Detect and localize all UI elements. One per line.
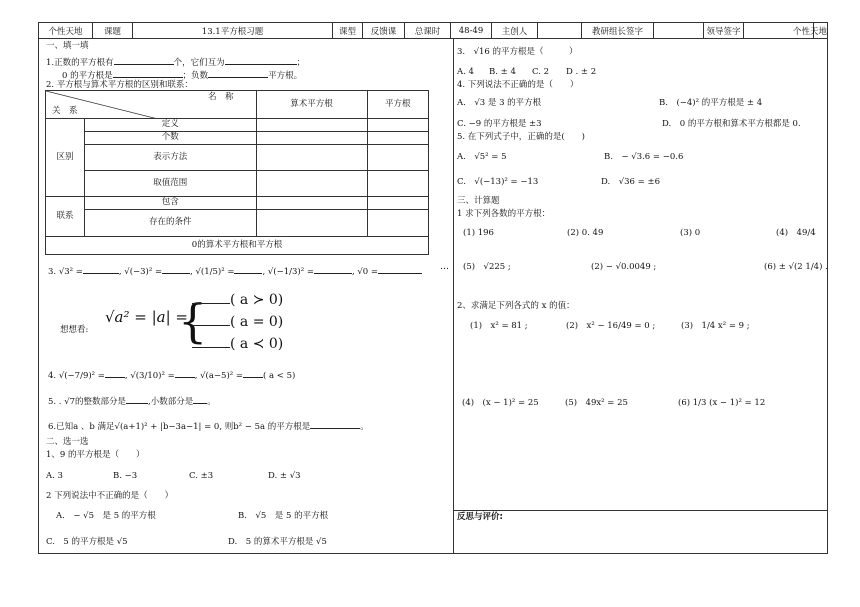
cell-count-arith[interactable] (256, 132, 367, 145)
header-cell-type: 反馈课 (363, 23, 405, 38)
header-cell-hours: 48-49 (451, 23, 492, 38)
q3-ellipsis: … (440, 262, 449, 272)
calc2-item-2: (2) x² − 16/49 = 0 ; (566, 321, 656, 331)
calc1-item-5: (5) √225 ; (463, 262, 511, 272)
header-cell-topic: 13.1平方根习题 (133, 23, 333, 38)
q6-blank[interactable] (310, 419, 360, 429)
think-blank-2[interactable] (192, 311, 230, 326)
col-header-square: 平方根 (367, 91, 428, 119)
r3-opt-c[interactable]: C. 2 (532, 67, 550, 77)
cell-def-arith[interactable] (256, 119, 367, 132)
r4-question: 4. 下列说法不正确的是（ ） (457, 80, 579, 90)
section-calc-title: 三、计算题 (457, 196, 500, 206)
q1-text-b: 个，它们互为 (173, 58, 225, 68)
r4-opt-a[interactable]: A. √3 是 3 的平方根 (457, 98, 542, 108)
row-count: 个数 (85, 132, 257, 145)
q3-num: 3. (48, 267, 57, 277)
q4-blank-3[interactable] (243, 368, 263, 378)
r5-opt-b[interactable]: B. − √3.6 = −0.6 (604, 152, 684, 162)
q3-blank-2[interactable] (162, 264, 190, 274)
row-include: 包含 (85, 197, 257, 210)
group-difference: 区别 (46, 119, 85, 197)
q4-item-1: √(−7/9)² = (58, 371, 105, 381)
calc2-item-5: (5) 49x² = 25 (565, 398, 628, 408)
q3-item-1: √3² = (58, 267, 83, 277)
r4-opt-d[interactable]: D. 0 的平方根和算术平方根都是 0. (662, 119, 801, 129)
q5-text-a: 5. . √7的整数部分是 (48, 397, 127, 407)
q1-text-f: 平方根。 (268, 71, 303, 81)
mc1-opt-d[interactable]: D. ± √3 (268, 471, 301, 481)
r5-opt-a[interactable]: A. √5² = 5 (457, 152, 507, 162)
section-fill-title: 一、填一填 (46, 41, 89, 51)
q3-blank-1[interactable] (83, 264, 119, 274)
q5-text-b: ,小数部分是 (148, 397, 194, 407)
q2-text: 2. 平方根与算术平方根的区别和联系： (46, 80, 193, 90)
table-footer: 0的算术平方根和平方根 (46, 237, 429, 255)
mc1-opt-b[interactable]: B. −3 (113, 471, 138, 481)
q4-row: 4. √(−7/9)² = , √(3/10)² = , √(a−5)² = ( a < 5) (48, 368, 295, 382)
think-cond-3: ( a ≺ 0) (230, 336, 284, 352)
r5-opt-d[interactable]: D. √36 = ±6 (601, 177, 661, 187)
r4-opt-b[interactable]: B. (−4)² 的平方根是 ± 4 (659, 98, 763, 108)
col-header-arith: 算术平方根 (256, 91, 367, 119)
q3-blank-3[interactable] (234, 264, 262, 274)
row-notation: 表示方法 (85, 145, 257, 171)
header-cell-hours-label: 总课时 (405, 23, 451, 38)
q6-row (48, 419, 369, 433)
reflection-label: 反思与评价: (457, 512, 503, 522)
q4-cond: ( a < 5) (263, 371, 296, 381)
think-cond-1: ( a ≻ 0) (230, 292, 284, 308)
mc2-opt-d[interactable]: D. 5 的算术平方根是 √5 (228, 537, 327, 547)
r3-opt-a[interactable]: A. 4 (457, 67, 474, 77)
calc1-item-4: (4) 49/4 (776, 228, 816, 238)
cell-notation-square[interactable] (367, 145, 428, 171)
q3-item-4: √(−1/3)² = (267, 267, 314, 277)
r4-opt-c[interactable]: C. −9 的平方根是 ±3 (457, 119, 542, 129)
table-diagonal-header (46, 91, 257, 119)
row-definition: 定义 (85, 119, 257, 132)
mc2-opt-c[interactable]: C. 5 的平方根是 √5 (46, 537, 128, 547)
q6-text-b: 。 (360, 422, 369, 432)
q1-line1 (46, 55, 305, 69)
section-choose-title: 二、选一选 (46, 437, 89, 447)
cell-include-square[interactable] (367, 197, 428, 210)
q3-item-2: √(−3)² = (124, 267, 163, 277)
r5-opt-c[interactable]: C. √(−13)² = −13 (457, 177, 539, 187)
cell-include-arith[interactable] (256, 197, 367, 210)
cell-count-square[interactable] (367, 132, 428, 145)
cell-def-square[interactable] (367, 119, 428, 132)
cell-range-square[interactable] (367, 171, 428, 197)
think-label: 想想看: (60, 325, 89, 335)
header-cell-topic-label: 课题 (93, 23, 133, 38)
calc1-item-1: (1) 196 (463, 228, 494, 238)
calc2-item-1: (1) x² = 81 ; (470, 321, 528, 331)
calc1-item-3: (3) 0 (680, 228, 701, 238)
think-blank-3[interactable] (192, 333, 230, 348)
q3-item-5: √0 = (357, 267, 379, 277)
think-lhs: √a² = |a| = (105, 308, 189, 326)
diag-bottom-label: 关 系 (52, 105, 78, 116)
calc2-item-6: (6) 1/3 (x − 1)² = 12 (678, 398, 766, 408)
r5-question: 5. 在下列式子中，正确的是( ) (457, 132, 585, 142)
header-cell-head-sign-label: 教研组长签字 (582, 23, 654, 38)
reflection-divider (453, 510, 828, 511)
q1-blank-3[interactable] (113, 68, 183, 78)
calc1-question: 1 求下列各数的平方根： (457, 209, 551, 219)
column-divider (453, 38, 454, 554)
calc1-item-6: (2) − √0.0049 ; (591, 262, 657, 272)
q1-blank-2[interactable] (225, 55, 297, 65)
calc1-item-2: (2) 0. 49 (567, 228, 604, 238)
header-cell-author (538, 23, 582, 38)
q5-blank-1[interactable] (126, 394, 148, 404)
row-range: 取值范围 (85, 171, 257, 197)
cell-range-arith[interactable] (256, 171, 367, 197)
row-condition: 存在的条件 (85, 210, 257, 237)
think-case-1 (192, 289, 283, 308)
cell-notation-arith[interactable] (256, 145, 367, 171)
r3-opt-d[interactable]: D . ± 2 (566, 67, 597, 77)
q3-row: 3. √3² = , √(−3)² = , √(1/5)² = , √(−1/3)² = , √0 = (48, 264, 422, 278)
header-cell-head-sign (654, 23, 704, 38)
cell-cond-square[interactable] (367, 210, 428, 237)
q1-text-e: ；负数 (182, 71, 209, 81)
q1-text-d: 0 的平方根是 (62, 71, 113, 81)
q4-item-3: √(a−5)² = (200, 371, 243, 381)
q4-blank-1[interactable] (105, 368, 125, 378)
header-cell-personal: 个性天地 (39, 23, 93, 38)
cell-cond-arith[interactable] (256, 210, 367, 237)
header-cell-leader-label: 领导签字 (704, 23, 744, 38)
q4-item-2: √(3/10)² = (130, 371, 175, 381)
mc2-opt-a[interactable]: A. − √5 是 5 的平方根 (56, 511, 156, 521)
q5-blank-2[interactable] (193, 394, 207, 404)
group-relation: 联系 (46, 197, 85, 237)
header-cell-personal-right: 个性天地 (792, 26, 827, 37)
q4-blank-2[interactable] (175, 368, 195, 378)
think-case-3 (192, 333, 283, 352)
mc2-question: 2 下列说法中不正确的是（ ） (46, 491, 174, 501)
calc1-item-7: (6) ± √(2 1/4) . (764, 262, 828, 272)
think-case-2 (192, 311, 283, 330)
header-row (38, 22, 828, 39)
q1-text-a: 1.正数的平方根有 (46, 58, 114, 68)
mc1-question: 1、9 的平方根是（ ） (46, 450, 145, 460)
calc2-item-4: (4) (x − 1)² = 25 (462, 398, 539, 408)
q3-blank-4[interactable] (314, 264, 352, 274)
calc2-item-3: (3) 1/4 x² = 9 ; (681, 321, 750, 331)
calc2-question: 2、求满足下列各式的 x 的值： (457, 301, 575, 311)
header-cell-author-label: 主创人 (492, 23, 538, 38)
mc2-opt-b[interactable]: B. √5 是 5 的平方根 (238, 511, 329, 521)
q1-blank-1[interactable] (114, 55, 174, 65)
q1-blank-4[interactable] (208, 68, 268, 78)
r3-opt-b[interactable]: B. ± 4 (489, 67, 516, 77)
think-cond-2: ( a = 0) (230, 314, 284, 330)
q1-text-c: ； (296, 58, 306, 68)
header-cell-type-label: 课型 (333, 23, 363, 38)
q6-text-a: 6.已知a 、b 满足√(a+1)² + |b−3a−1| = 0, 则b² − 5a 的平方根是 (48, 422, 311, 432)
r3-question: 3. √16 的平方根是（ ） (457, 47, 578, 57)
big-brace: { (178, 294, 208, 348)
comparison-table (45, 90, 429, 255)
q3-blank-5[interactable] (378, 264, 422, 274)
q3-item-3: √(1/5)² = (195, 267, 235, 277)
mc1-opt-a[interactable]: A. 3 (46, 471, 63, 481)
q5-text-c: 。 (207, 397, 216, 407)
mc1-opt-c[interactable]: C. ±3 (189, 471, 214, 481)
q4-num: 4. (48, 371, 57, 381)
diag-top-label: 名 称 (208, 92, 234, 102)
q5-row (48, 394, 216, 408)
think-blank-1[interactable] (192, 289, 230, 304)
